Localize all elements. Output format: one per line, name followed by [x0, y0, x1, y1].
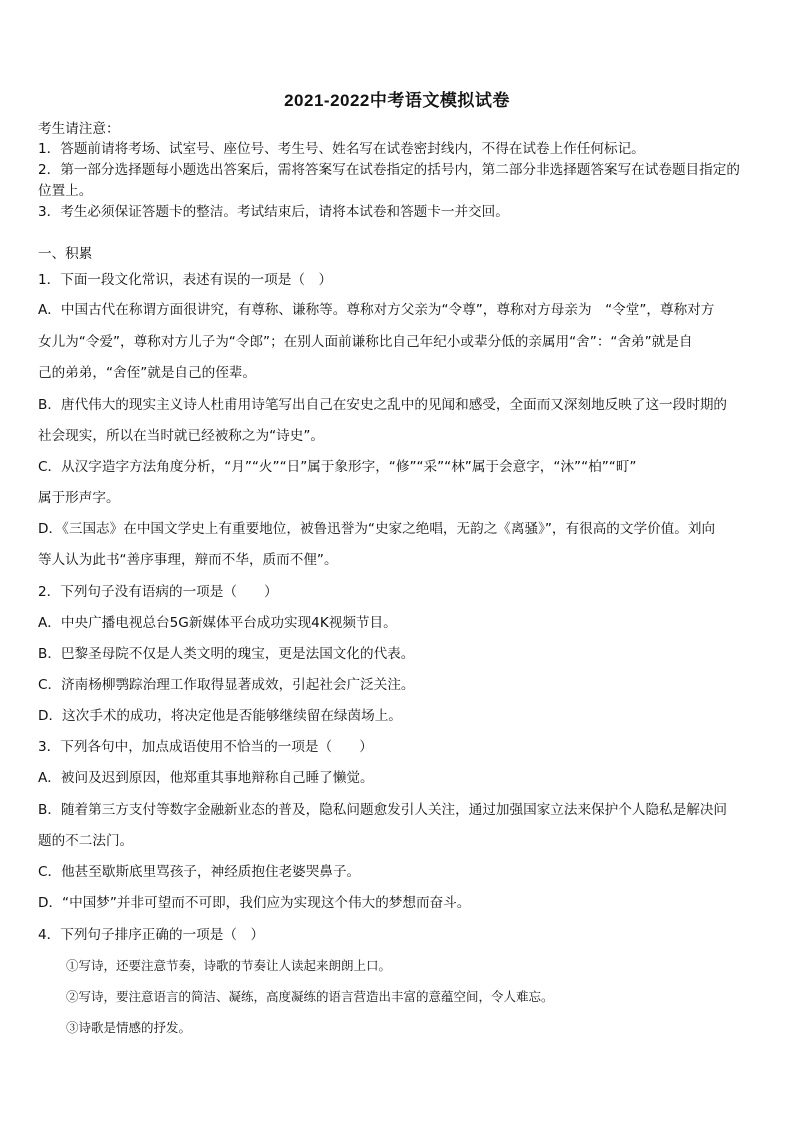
page-title: 2021-2022中考语文模拟试卷	[284, 91, 510, 110]
question-1-stem: 1．下面一段文化常识，表述有误的一项是（ ）	[38, 272, 333, 288]
question-3-stem: 3．下列各句中，加点成语使用不恰当的一项是（ ）	[38, 739, 373, 755]
q1-text-line: C．从汉字造字方法角度分析，“月”“火”“日”属于象形字，“修”“采”“林”属于会意字，“沐”“柏”“町”	[38, 459, 637, 475]
q2-option: B．巴黎圣母院不仅是人类文明的瑰宝，更是法国文化的代表。	[38, 646, 415, 662]
question-4-stem: 4．下列句子排序正确的一项是（ ）	[38, 927, 265, 943]
notice-item: 1．答题前请将考场、试室号、座位号、考生号、姓名写在试卷密封线内，不得在试卷上作任何标记。	[38, 141, 645, 157]
q3-option: 题的不二法门。	[38, 833, 134, 849]
notice-item: 位置上。	[38, 183, 93, 199]
q1-text-line: 女儿为“令爱”，尊称对方儿子为“令郎”；在别人面前谦称比自己年纪小或辈分低的亲属用“舍”：“舍弟”就是自	[38, 334, 693, 350]
question-2-stem: 2．下列句子没有语病的一项是（ ）	[38, 584, 278, 600]
q3-option: D．“中国梦”并非可望而不可即，我们应为实现这个伟大的梦想而奋斗。	[38, 895, 471, 911]
q1-text-line: B．唐代伟大的现实主义诗人杜甫用诗笔写出自己在安史之乱中的见闻和感受，全面而又深刻地反映了这一段时期的	[38, 397, 728, 413]
q4-sentence: ②写诗，要注意语言的简洁、凝练，高度凝练的语言营造出丰富的意蕴空间，令人难忘。	[66, 989, 554, 1004]
notice-item: 3．考生必须保证答题卡的整洁。考试结束后，请将本试卷和答题卡一并交回。	[38, 204, 509, 220]
q4-sentence: ③诗歌是情感的抒发。	[66, 1020, 192, 1035]
q1-text-line: 社会现实，所以在当时就已经被称之为“诗史”。	[38, 428, 324, 444]
q4-sentence: ①写诗，还要注意节奏，诗歌的节奏让人读起来朗朗上口。	[66, 958, 392, 973]
q1-text-line: 己的弟弟，“舍侄”就是自己的侄辈。	[38, 365, 256, 381]
q2-option: D．这次手术的成功，将决定他是否能够继续留在绿茵场上。	[38, 708, 402, 724]
notice-heading: 考生请注意：	[38, 121, 120, 137]
section-heading: 一、积累	[38, 246, 93, 262]
q1-text-line: D．《三国志》在中国文学史上有重要地位，被鲁迅誉为“史家之绝唱，无韵之《离骚》”，有很高的文学价值。刘向	[38, 521, 716, 537]
q3-option: B．随着第三方支付等数字金融新业态的普及，隐私问题愈发引人关注，通过加强国家立法来保护个人隐私是解决问	[38, 802, 728, 818]
q3-option: C．他甚至歇斯底里骂孩子，神经质抱住老婆哭鼻子。	[38, 864, 361, 880]
q2-option: C．济南杨柳鹗踪治理工作取得显著成效，引起社会广泛关注。	[38, 677, 415, 693]
notice-item: 2．第一部分选择题每小题选出答案后，需将答案写在试卷指定的括号内，第二部分非选择题答案写在试卷题目指定的	[38, 162, 740, 178]
q3-option: A．被问及迟到原因，他郑重其事地辩称自己睡了懒觉。	[38, 770, 374, 786]
q2-option: A．中央广播电视总台5G新媒体平台成功实现4K视频节目。	[38, 615, 397, 631]
q1-text-line: 属于形声字。	[38, 490, 120, 506]
q1-text-line: A．中国古代在称谓方面很讲究，有尊称、谦称等。尊称对方父亲为“令尊”，尊称对方母亲为 “令堂”，尊称对方	[38, 302, 715, 318]
q1-text-line: 等人认为此书“善序事理，辩而不华，质而不俚”。	[38, 552, 338, 568]
